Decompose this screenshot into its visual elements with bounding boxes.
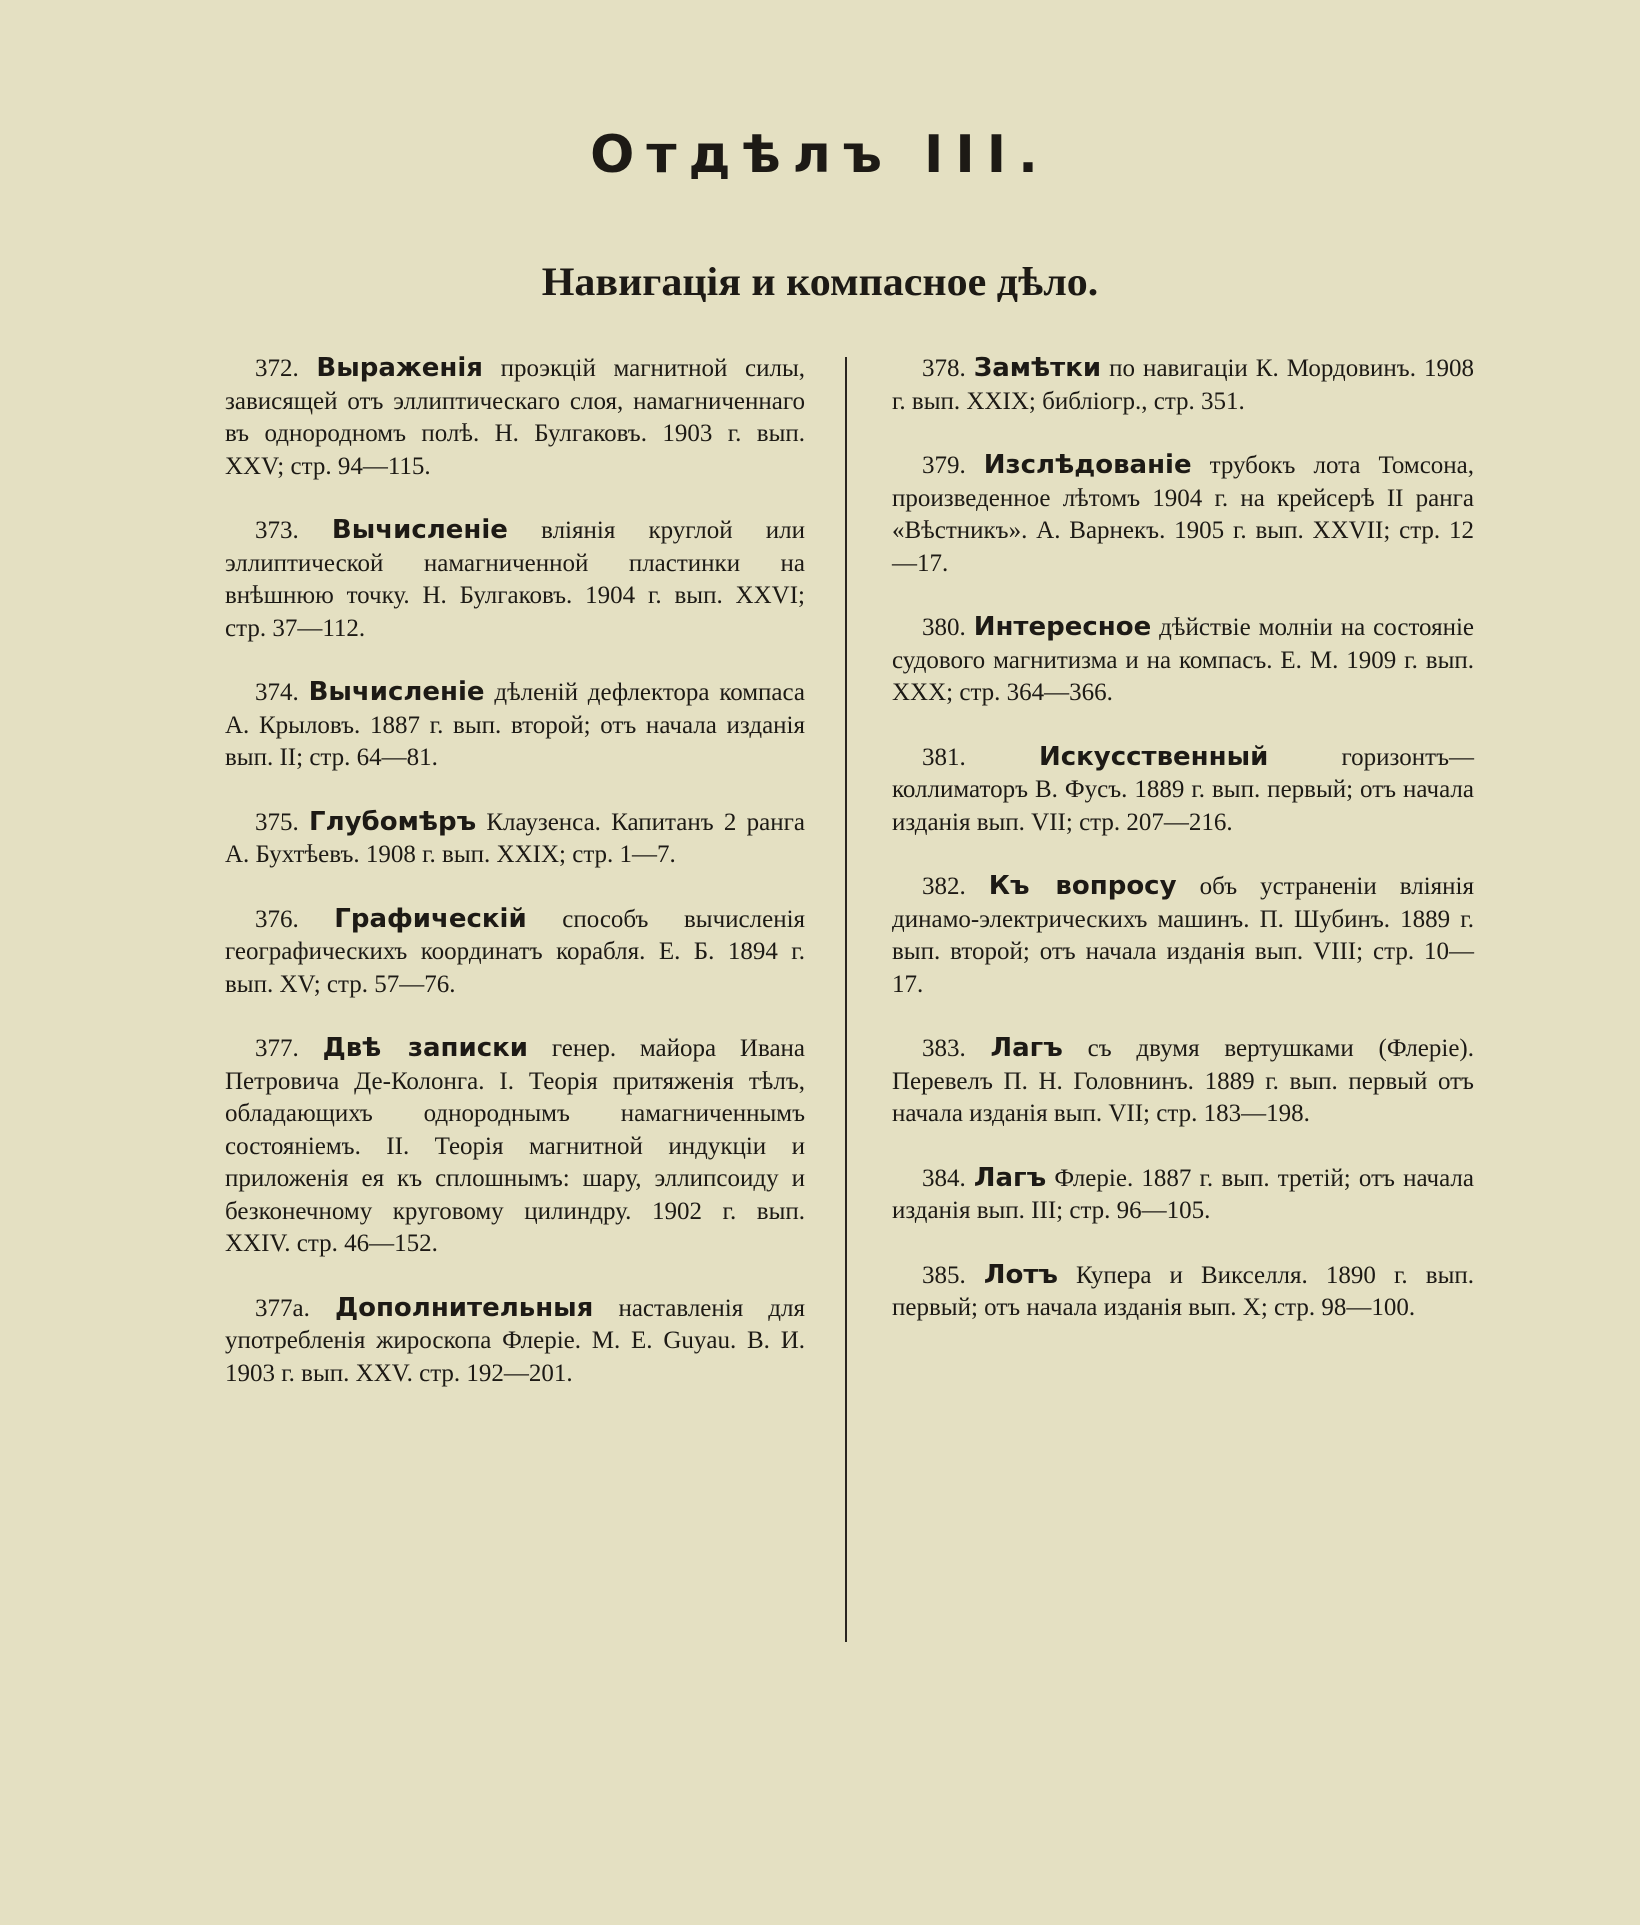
- entry-385: [892, 1259, 1474, 1325]
- entry-text: проэкцій магнитной силы, зависящей отъ эллиптическаго слоя, намагниченнаго въ однородномъ полѣ. Н. Булгаковъ. 1903 г. вып. XXV; стр. 94—115.: [225, 355, 806, 480]
- entry-heading: Изслѣдованіе: [983, 450, 1192, 480]
- entry-heading: Замѣтки: [973, 353, 1102, 383]
- entry-text: съ двумя вертушками (Флеріе). Перевелъ П. Н. Головнинъ. 1889 г. вып. первый отъ начала изданія вып. VII; стр. 183—198.: [892, 1035, 1475, 1127]
- section-title: Отдѣлъ III.: [590, 125, 1050, 185]
- entry-373: [225, 514, 805, 645]
- entry-text: дѣйствіе молніи на состояніе судового магнитизма и на компасъ. Е. М. 1909 г. вып. XXX; стр. 364—366.: [892, 614, 1475, 706]
- entry-heading: Глубомѣръ: [309, 806, 477, 837]
- entry-text: Купера и Викселля. 1890 г. вып. первый; отъ начала изданія вып. X; стр. 98—100.: [892, 1261, 1475, 1321]
- entry-text: дѣленій дефлектора компаса А. Крыловъ. 1887 г. вып. второй; отъ начала изданія вып. II; стр. 64—81.: [225, 679, 806, 771]
- entry-number: 376.: [255, 905, 299, 933]
- entry-number: 385.: [922, 1261, 966, 1289]
- entry-heading: Къ вопросу: [988, 871, 1177, 901]
- entry-number: 381.: [922, 743, 966, 771]
- column-divider: [845, 357, 847, 1642]
- entry-heading: Вычисленіе: [331, 515, 508, 545]
- entry-374: [225, 676, 805, 775]
- entry-text: горизонтъ—коллиматоръ В. Фусъ. 1889 г. вып. первый; отъ начала изданія вып. VII; стр. 207—216.: [892, 743, 1475, 836]
- entry-number: 377а.: [255, 1294, 310, 1322]
- entry-heading: Графическій: [334, 903, 527, 934]
- entry-383: [892, 1032, 1474, 1131]
- left-column: [225, 352, 805, 1421]
- entry-381: [892, 741, 1474, 840]
- entry-377: [225, 1032, 805, 1261]
- entry-380: [892, 611, 1474, 710]
- entry-text: трубокъ лота Томсона, произведенное лѣтомъ 1904 г. на крейсерѣ II ранга «Вѣстникъ». А. Варнекъ. 1905 г. вып. XXVII; стр. 12—17.: [892, 452, 1475, 577]
- entry-heading: Выраженія: [316, 353, 483, 383]
- entry-number: 379.: [922, 452, 966, 479]
- entry-375: [225, 806, 805, 872]
- section-subtitle: Навигація и компасное дѣло.: [541, 259, 1099, 304]
- entry-number: 373.: [255, 517, 299, 544]
- entry-text: генер. майора Ивана Петровича Де-Колонга. I. Теорія притяженія тѣлъ, обладающихъ однороднымъ намагниченнымъ состояніемъ. II. Теорія магнитной индукціи и приложенія ея къ сплошнымъ: шару, эллипсоиду и безконечному круговому цилиндру. 1902 г. вып. XXIV. стр. 46—152.: [225, 1035, 806, 1257]
- entry-heading: Дополнительныя: [334, 1292, 594, 1323]
- entry-text: вліянія круглой или эллиптической намагниченной пластинки на внѣшнюю точку. Н. Булгаковъ. 1904 г. вып. XXVI; стр. 37—112.: [225, 517, 806, 642]
- entry-heading: Лагъ: [973, 1162, 1047, 1193]
- entry-376: [225, 903, 805, 1002]
- entry-382: [892, 870, 1474, 1001]
- entry-number: 375.: [255, 808, 299, 836]
- entry-text: Флеріе. 1887 г. вып. третій; отъ начала изданія вып. III; стр. 96—105.: [892, 1164, 1475, 1224]
- entry-heading: Лагъ: [990, 1033, 1063, 1063]
- entry-text: наставленія для употребленія жироскопа Флеріе. М. Е. Guyau. В. И. 1903 г. вып. XXV. стр. 192—201.: [225, 1294, 805, 1387]
- entry-384: [892, 1162, 1474, 1228]
- entry-number: 383.: [922, 1035, 966, 1062]
- entry-379: [892, 449, 1474, 580]
- entry-text: Клаузенса. Капитанъ 2 ранга А. Бухтѣевъ. 1908 г. вып. XXIX; стр. 1—7.: [225, 808, 806, 868]
- right-column: [892, 352, 1474, 1356]
- entry-heading: Вычисленіе: [308, 677, 485, 707]
- entry-number: 382.: [922, 873, 966, 900]
- entry-heading: Искусственный: [1038, 741, 1269, 772]
- entry-number: 380.: [922, 614, 966, 641]
- entry-text: объ устраненіи вліянія динамо-электрическихъ машинъ. П. Шубинъ. 1889 г. вып. второй; отъ начала изданія вып. VIII; стр. 10—17.: [892, 873, 1475, 998]
- entry-text: по навигаціи К. Мордовинъ. 1908 г. вып. XXIX; библіогр., стр. 351.: [892, 355, 1475, 415]
- entry-number: 374.: [255, 679, 299, 706]
- entry-heading: Интересное: [973, 612, 1152, 642]
- entry-number: 377.: [255, 1035, 299, 1062]
- entry-heading: Двѣ записки: [322, 1033, 529, 1063]
- entry-number: 384.: [922, 1164, 966, 1192]
- entry-heading: Лотъ: [983, 1259, 1058, 1290]
- entry-378: [892, 352, 1474, 418]
- entry-number: 378.: [922, 355, 966, 382]
- entry-number: 372.: [255, 355, 299, 382]
- entry-377a: [225, 1292, 805, 1391]
- entry-text: способъ вычисленія географическихъ координатъ корабля. Е. Б. 1894 г. вып. XV; стр. 57—76.: [225, 905, 806, 998]
- entry-372: [225, 352, 805, 483]
